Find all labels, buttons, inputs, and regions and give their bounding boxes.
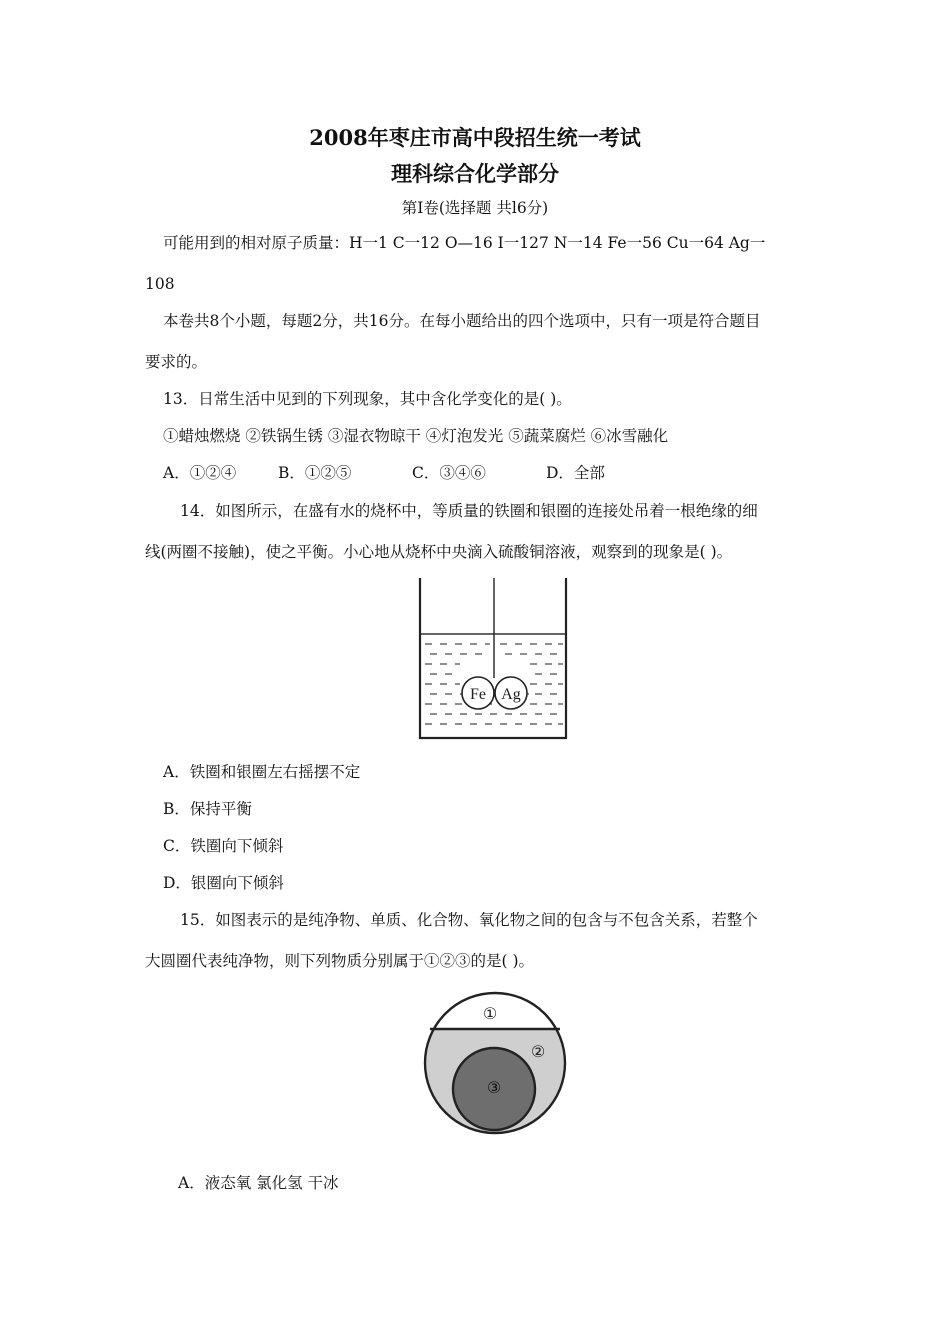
classification-diagram: [410, 985, 580, 1135]
q15-stem-line-1: 15．如图表示的是纯净物、单质、化合物、氧化物之间的包含与不包含关系，若整个: [180, 911, 758, 929]
region-three-label: ③: [486, 1078, 502, 1097]
q13-option-d: D．全部: [546, 464, 605, 482]
ag-label: Ag: [501, 686, 521, 703]
classification-figure: [410, 985, 580, 1135]
q14-option-a: A．铁圈和银圈左右摇摆不定: [163, 763, 361, 781]
beaker-diagram: [410, 578, 575, 743]
q15-option-a: A．液态氧 氯化氢 干冰: [178, 1174, 339, 1192]
exam-subtitle: 理科综合化学部分: [391, 161, 559, 186]
instructions-line-2: 要求的。: [145, 353, 208, 371]
beaker-figure: [410, 578, 575, 743]
q15-stem-line-2: 大圆圈代表纯净物，则下列物质分别属于①②③的是( )。: [145, 952, 535, 970]
region-two-label: ②: [530, 1042, 546, 1061]
exam-title: 2008年枣庄市高中段招生统一考试: [309, 125, 641, 150]
fe-label: Fe: [470, 686, 486, 703]
q14-option-b: B．保持平衡: [163, 800, 252, 818]
q14-stem-line-2: 线(两圈不接触)，使之平衡。小心地从烧杯中央滴入硫酸铜溶液，观察到的现象是( )。: [145, 543, 733, 561]
q13-option-c: C．③④⑥: [412, 464, 486, 482]
atomic-mass-line-1: 可能用到的相对原子质量：H一1 C一12 O—16 I一127 N一14 Fe一56 Cu一64 Ag一: [163, 234, 766, 252]
instructions-line-1: 本卷共8个小题，每题2分，共16分。在每小题给出的四个选项中，只有一项是符合题目: [163, 312, 761, 330]
q14-option-d: D．银圈向下倾斜: [163, 874, 284, 892]
q13-option-a: A．①②④: [163, 464, 237, 482]
q13-options: [0, 466, 950, 486]
q14-stem-line-1: 14．如图所示，在盛有水的烧杯中，等质量的铁圈和银圈的连接处吊着一根绝缘的细: [180, 502, 758, 520]
q13-option-b: B．①②⑤: [278, 464, 352, 482]
atomic-mass-line-2: 108: [145, 275, 175, 293]
q14-option-c: C．铁圈向下倾斜: [163, 837, 284, 855]
section-heading: 第Ⅰ卷(选择题 共l6分): [401, 199, 549, 217]
region-one-label: ①: [482, 1004, 498, 1023]
q13-items: ①蜡烛燃烧 ②铁锅生锈 ③湿衣物晾干 ④灯泡发光 ⑤蔬菜腐烂 ⑥冰雪融化: [163, 427, 669, 445]
q13-stem: 13．日常生活中见到的下列现象，其中含化学变化的是( )。: [163, 390, 572, 408]
